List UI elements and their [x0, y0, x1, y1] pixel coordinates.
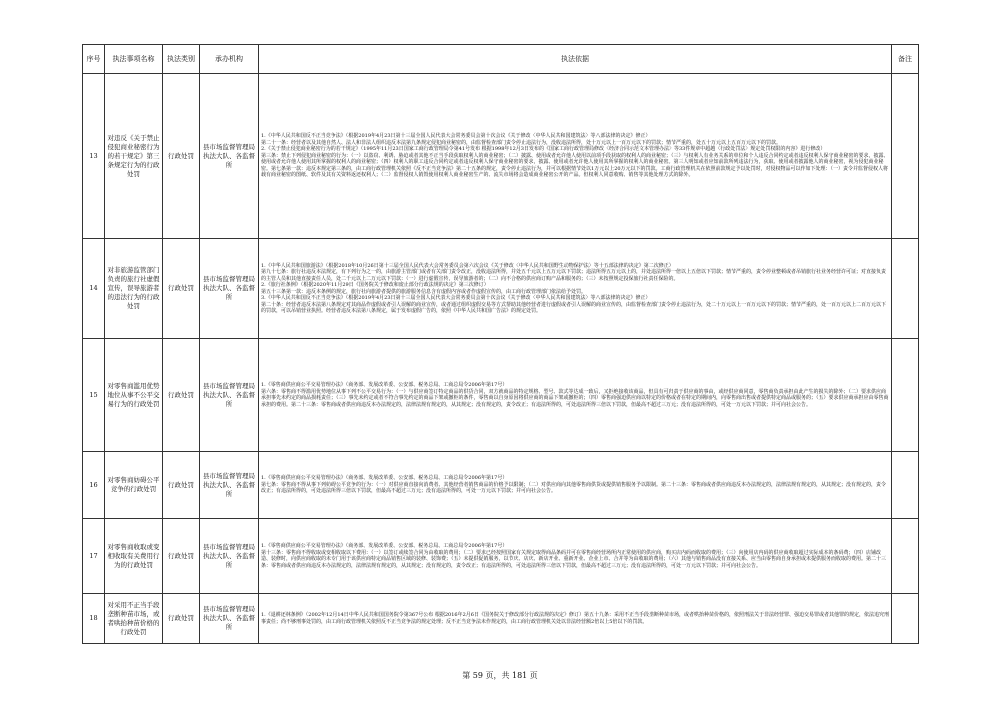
basis-paragraph: 第二十条：经营者违反本法第八条规定对其商品作虚假或者引人误解的商业宣传，或者通过组织虚假交易等方式帮助其他经营者进行虚假或者引人误解的商业宣传的，由监督检查部门责令停止违法行为，处二十万元以上一百万元以下的罚款；情节严重的，处一百万元以上二百万元以下的罚款，可以吊销营业执照。经营者违反本法第八条规定，属于发布虚假广告的，依照《中华人民共和国广告法》的规定处罚。	[261, 301, 887, 314]
header-agency: 承办机构	[200, 45, 259, 74]
table-row	[83, 239, 919, 339]
cell-name: 对零售商妨碍公平竞争的行政处罚	[105, 452, 163, 519]
cell-agency: 县市场监督管理局执法大队、各监督所	[200, 519, 259, 594]
table-row	[83, 452, 919, 519]
basis-paragraph: 1.《中华人民共和国反不正当竞争法》（根据2019年4月23日第十三届全国人民代表大会常务委员会第十次会议《关于修改〈中华人民共和国建筑法〉等八部法律的决定》修正）	[261, 133, 651, 140]
cell-basis	[259, 519, 892, 594]
table-row	[83, 594, 919, 644]
header-basis: 执法依据	[259, 45, 892, 74]
cell-name: 对非旅游监管部门负责的旅行社虚假宣传，误导旅游者的违法行为的行政处罚	[105, 239, 163, 339]
cell-basis	[259, 74, 892, 239]
table-header-row	[83, 45, 919, 74]
cell-agency: 县市场监督管理局执法大队、各监督所	[200, 74, 259, 239]
cell-remarks	[892, 519, 919, 594]
cell-remarks	[892, 74, 919, 239]
table-row	[83, 74, 919, 239]
header-remarks: 备注	[892, 45, 919, 74]
basis-paragraph: 3.《中华人民共和国反不正当竞争法》（根据2019年4月23日第十三届全国人民代表大会常务委员会第十次会议《关于修改〈中华人民共和国建筑法〉等八部法律的决定》修正）	[261, 295, 651, 301]
basis-paragraph: 1.《零售商供应商公平交易管理办法》（商务部、发展改革委、公安部、税务总局、工商总局令2006年第17号）	[261, 382, 508, 388]
cell-agency: 县市场监督管理局执法大队、各监督所	[200, 452, 259, 519]
cell-remarks	[892, 339, 919, 452]
cell-basis	[259, 594, 892, 644]
cell-no: 15	[83, 339, 105, 452]
cell-category: 行政处罚	[163, 339, 200, 452]
cell-no: 13	[83, 74, 105, 239]
enforcement-table	[82, 44, 919, 644]
cell-remarks	[892, 452, 919, 519]
cell-no: 17	[83, 519, 105, 594]
basis-paragraph: 第二十一条：经营者以及其他自然人、法人和非法人组织违反本法第九条规定侵犯商业秘密的，由监督检查部门责令停止违法行为，没收违法所得，处十万元以上一百万元以下的罚款；情节严重的，处五十万元以上五百万元以下的罚款。	[261, 139, 782, 146]
cell-category: 行政处罚	[163, 594, 200, 644]
table-row	[83, 519, 919, 594]
basis-paragraph: 2.《旅行社条例》（根据2020年11月29日《国务院关于修改和废止部分行政法规的决定》第三次修订）	[261, 282, 489, 288]
cell-no: 14	[83, 239, 105, 339]
cell-category: 行政处罚	[163, 519, 200, 594]
cell-basis	[259, 239, 892, 339]
basis-paragraph: 1.《中华人民共和国旅游法》（根据2018年10月26日第十三届全国人民代表大会常务委员会第六次会议《关于修改〈中华人民共和国野生动物保护法〉等十五部法律的决定》第二次修正）	[261, 262, 674, 269]
table-row	[83, 339, 919, 452]
basis-paragraph: 1.《退耕还林条例》（2002年12月14日中华人民共和国国务院令第367号公布 根据2016年2月6日《国务院关于修改部分行政法规的决定》修订）第五十九条：采用不正当手段垄断种苗市场，或者哄抬种苗价格的，依照刑法关于非法经营罪、强迫交易罪或者其他罪的规定，依法追究刑事责任；尚不够刑事处罚的，由工商行政管理机关依照反不正当竞争法的规定处理；反不正当竞争法未作规定的，由工商行政管理机关处以非法经营额2倍以上5倍以下的罚款。	[261, 612, 889, 625]
cell-basis	[259, 452, 892, 519]
header-category: 执法类别	[163, 45, 200, 74]
basis-paragraph: 第六条：零售商不得滥用优势地位从事下列不公平交易行为：（一）与供应商签订特定商品的供货合同，双方就商品的特定规格、型号、款式等达成一致后，又拒绝接收该商品，但具有可归责于供应商的事由，或经供应商同意，零售商负责承担由此产生的损失的除外；（二）要求供应商承担事先未约定的商品损耗责任；（三）事先未约定或者不符合事先约定的商品下架或撤柜的条件，零售商以自身原因将供应商的商品下架或撤柜的；（四）零售商强迫供应商以特定的价格或者在特定的期间内，向零售商出售或者提供特定商品或服务的；（五）要求供应商承担应由零售商承担的费用。第二十三条：零售商或者供应商违反本办法规定的，法律法规有规定的，从其规定；没有规定的，责令改正；有违法所得的，可处违法所得三倍以下罚款，但最高不超过三万元；没有违法所得的，可处一万元以下罚款；并可向社会公告。	[261, 388, 889, 408]
basis-paragraph: 第五十三条第一款：违反本条例的规定，旅行社向旅游者提供的旅游服务信息含有虚假内容或者作虚假宣传的，由工商行政管理部门依法给予处罚。	[261, 288, 587, 295]
cell-no: 18	[83, 594, 105, 644]
page-footer: 第 59 页，共 181 页	[462, 671, 538, 680]
header-name: 执法事项名称	[105, 45, 163, 74]
basis-paragraph: 第九十七条：旅行社违反本法规定，有下列行为之一的，由旅游主管部门或者有关部门责令改正，没收违法所得，并处五千元以上五万元以下罚款；违法所得五万元以上的，并处违法所得一倍以上五倍以下罚款；情节严重的，责令停业整顿或者吊销旅行社业务经营许可证；对直接负责的主管人员和其他直接责任人员，处二千元以上二万元以下罚款：（一）进行虚假宣传，误导旅游者的；（二）向不合格的供应商订购产品和服务的；（三）未按照规定投保旅行社责任保险的。	[261, 269, 887, 282]
header-no: 序号	[83, 45, 105, 74]
cell-agency: 县市场监督管理局执法大队、各监督所	[200, 239, 259, 339]
cell-name: 对零售商滥用优势地位从事不公平交易行为的行政处罚	[105, 339, 163, 452]
cell-name: 对零售商收取或变相收取有关费用行为的行政处罚	[105, 519, 163, 594]
cell-category: 行政处罚	[163, 239, 200, 339]
basis-paragraph: 第十三条：零售商不得收取或变相收取以下费用：（一）以签订或续签合同为由收取的费用；（二）要求已经按照国家有关规定取得商品条码并可在零售商经营场所内正常使用的供应商，购买店内码而收取的费用；（三）向使用店内码的供应商收取超过实际成本的条码费；（四）店铺改造、装修时，向供应商收取的未专门用于该供应商特定商品销售区域的装修、装饰费；（五）未提供促销服务，以节庆、店庆、新店开业、重新开业、企业上市、合并等为由收取的费用；（六）其他与销售商品没有直接关系、应当由零售商自身承担或未提供服务而收取的费用。第二十三条：零售商或者供应商违反本办法规定的，法律法规有规定的，从其规定；没有规定的，责令改正；有违法所得的，可处违法所得三倍以下罚款，但最高不超过三万元；没有违法所得的，可处一万元以下罚款；并可向社会公告。	[261, 549, 887, 569]
cell-remarks	[892, 239, 919, 339]
cell-category: 行政处罚	[163, 74, 200, 239]
cell-category: 行政处罚	[163, 452, 200, 519]
basis-paragraph: 第三条：禁止下列侵犯商业秘密的行为：（一）以盗窃、利诱、胁迫或者其他不正当手段获取权利人的商业秘密；（二）披露、使用或者允许他人使用以前项手段获取的权利人的商业秘密；（三）与权利人有业务关系的单位和个人违反合同约定或者违反权利人保守商业秘密的要求，披露、使用或者允许他人使用其所掌握的权利人的商业秘密；（四）权利人的职工违反合同约定或者违反权利人保守商业秘密的要求，披露、使用或者允许他人使用其所掌握的权利人的商业秘密。第三人明知或者应知前款所列违法行为，获取、使用或者披露他人的商业秘密，视为侵犯商业秘密。第七条第一款：违反本规定第三条的，由工商行政管理机关依照《反不正当竞争法》第二十五条的规定，责令停止违法行为，并可以根据情节处以1万元以上20万元以下的罚款。工商行政管理机关在依照前款规定予以处罚时，对侵权物品可以作如下处理：（一）责令并监督侵权人将载有商业秘密的图纸、软件及其有关资料返还权利人；（二）监督侵权人销毁使用权利人商业秘密生产的、流失市场将会造成商业秘密公开的产品。但权利人同意收购、销售等其他处理方式的除外。	[261, 152, 889, 179]
cell-remarks	[892, 594, 919, 644]
cell-name: 对违反《关于禁止侵犯商业秘密行为的若干规定》第三条规定行为的行政处罚	[105, 74, 163, 239]
cell-name: 对采用不正当手段垄断种苗市场，或者哄抬种苗价格的行政处罚	[105, 594, 163, 644]
cell-no: 16	[83, 452, 105, 519]
cell-agency: 县市场监督管理局执法大队、各监督所	[200, 594, 259, 644]
basis-paragraph: 1.《零售商供应商公平交易管理办法》（商务部、发展改革委、公安部、税务总局、工商总局令2006年第17号）	[261, 543, 508, 549]
cell-agency: 县市场监督管理局执法大队、各监督所	[200, 339, 259, 452]
cell-basis	[259, 339, 892, 452]
basis-paragraph: 2.《关于禁止侵犯商业秘密行为的若干规定》（1995年11月23日国家工商行政管理局令第41号发布 根据1998年12月3日发布的《国家工商行政管理局修改〈经济合同示范文本管理办法〉等33件规章中超越〈行政处罚法〉规定处罚权限的内容》进行修改）	[261, 146, 826, 153]
basis-paragraph: 第七条：零售商不得从事下列妨碍公平竞争的行为：（一）对供应商直接向消费者、其他经营者销售商品的价格予以限制；（二）对供应商向其他零售商供货或提供销售服务予以限制。第二十三条：零售商或者供应商违反本办法规定的，法律法规有规定的，从其规定；没有规定的，责令改正；有违法所得的，可处违法所得三倍以下罚款，但最高不超过三万元；没有违法所得的，可处一万元以下罚款；并可向社会公告。	[261, 481, 887, 495]
basis-paragraph: 1.《零售商供应商公平交易管理办法》（商务部、发展改革委、公安部、税务总局、工商总局令2006年第17号）	[261, 475, 508, 482]
